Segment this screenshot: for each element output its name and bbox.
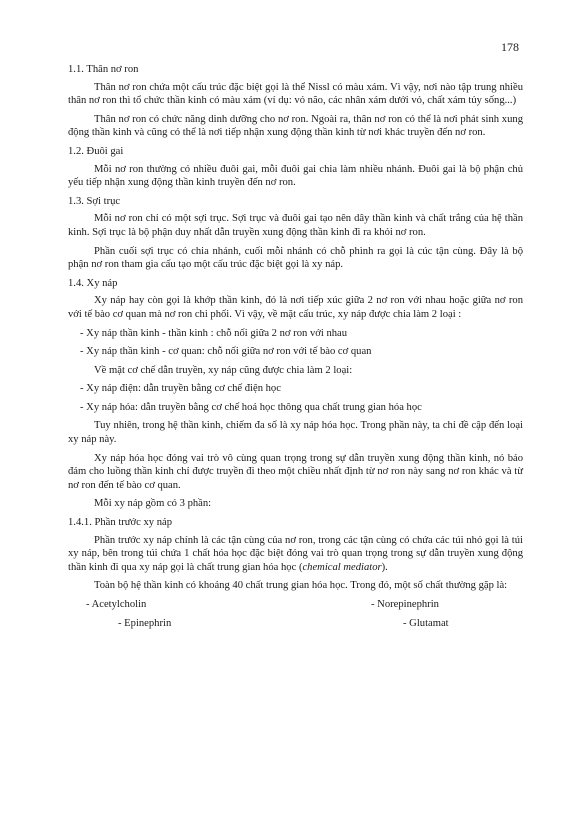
page-content (68, 63, 523, 635)
section-heading: 1.1. Thân nơ ron (68, 64, 139, 75)
section-heading: 1.3. Sợi trục (68, 195, 121, 207)
paragraph: Mỗi nơ ron chỉ có một sợi trục. Sợi trục và đuôi gai tạo nên dây thần kinh và chất trắng của hệ thần kinh. Sợi trục là bộ phận duy nhất dẫn truyền xung động thần kinh đi ra khỏi nơ ron. (68, 213, 523, 238)
mediator-item: - Acetylcholin (86, 599, 147, 610)
mediator-item: - Norepinephrin (371, 599, 439, 610)
bullet-item: - Xy náp thần kinh - thần kinh : chỗ nối giữa 2 nơ ron với nhau (80, 327, 348, 339)
paragraph: Thân nơ ron có chức năng dinh dưỡng cho nơ ron. Ngoài ra, thân nơ ron có thể là nơi phát sinh xung động thần kinh và cũng có thể là nơi tiếp nhận xung động thần kinh từ nơi khác truyền đến nơ ron. (68, 113, 523, 139)
section-heading: 1.4. Xy náp (68, 277, 118, 289)
paragraph-text: ). (381, 561, 388, 573)
paragraph: Toàn bộ hệ thần kinh có khoảng 40 chất trung gian hóa học. Trong đó, một số chất thường gặp là: (94, 580, 508, 592)
paragraph: Mỗi xy náp gồm có 3 phần: (94, 498, 212, 510)
section-heading: 1.4.1. Phần trước xy náp (68, 517, 173, 529)
paragraph: Mỗi nơ ron thường có nhiều đuôi gai, mỗi đuôi gai chia làm nhiều nhánh. Đuôi gai là bộ phận chủ yếu tiếp nhận xung động thần kinh truyền đến nơ ron. (68, 163, 523, 189)
section-heading: 1.2. Đuôi gai (68, 145, 124, 157)
paragraph: Xy náp hay còn gọi là khớp thần kinh, đó là nơi tiếp xúc giữa 2 nơ ron với nhau hoặc giữa nơ ron với tế bào cơ quan mà nơ ron chi phối. Vì vậy, về mặt cấu trúc, xy náp được chia làm 2 loại : (68, 295, 523, 320)
paragraph: Tuy nhiên, trong hệ thần kinh, chiếm đa số là xy náp hóa học. Trong phần này, ta chỉ đề cập đến loại xy náp này. (68, 420, 523, 446)
bullet-item: - Xy náp thần kinh - cơ quan: chỗ nối giữa nơ ron với tế bào cơ quan (80, 346, 372, 358)
paragraph (68, 534, 523, 575)
mediator-item: - Glutamat (403, 617, 449, 629)
mediator-item: - Epinephrin (118, 617, 172, 629)
page-number: 178 (501, 40, 519, 54)
mediator-row (68, 617, 523, 631)
mediator-row (68, 598, 523, 612)
bullet-item: - Xy náp điện: dẫn truyền bằng cơ chế điện học (80, 383, 281, 395)
paragraph: Phần cuối sợi trục có chia nhánh, cuối mỗi nhánh có chỗ phình ra gọi là cúc tận cùng. Đây là bộ phận nơ ron tham gia cấu tạo một cấu trúc đặc biệt gọi là xy náp. (68, 245, 523, 271)
paragraph: Về mặt cơ chế dẫn truyền, xy náp cũng được chia làm 2 loại: (94, 364, 353, 376)
paragraph: Xy náp hóa học đóng vai trò vô cùng quan trọng trong sự dẫn truyền xung động thần kinh, nó bảo đảm cho luồng thần kinh chỉ được truyền đi theo một chiều nhất định từ nơ ron này sang nơ ron khác và từ nơ ron đến tế bào cơ quan. (68, 452, 523, 491)
paragraph: Thân nơ ron chứa một cấu trúc đặc biệt gọi là thể Nissl có màu xám. Vì vậy, nơi nào tập trung nhiều thân nơ ron thì tổ chức thần kinh có màu xám (ví dụ: vỏ não, các nhân xám dưới vỏ, chất xám tủy sống...) (68, 81, 523, 107)
bullet-item: - Xy náp hóa: dẫn truyền bằng cơ chế hoá học thông qua chất trung gian hóa học (80, 401, 422, 413)
italic-term: chemical mediator (302, 561, 382, 573)
paragraph-text: Phần trước xy náp chính là các tận cùng của nơ ron, trong các tận cùng có chứa các túi nhỏ gọi là túi xy náp, bên trong túi chứa 1 chất hóa học đặc biệt đóng vai trò quan trọng trong sự dẫn truyền xung động thần kinh đi qua xy náp gọi là chất trung gian hóa học ( (68, 534, 523, 573)
